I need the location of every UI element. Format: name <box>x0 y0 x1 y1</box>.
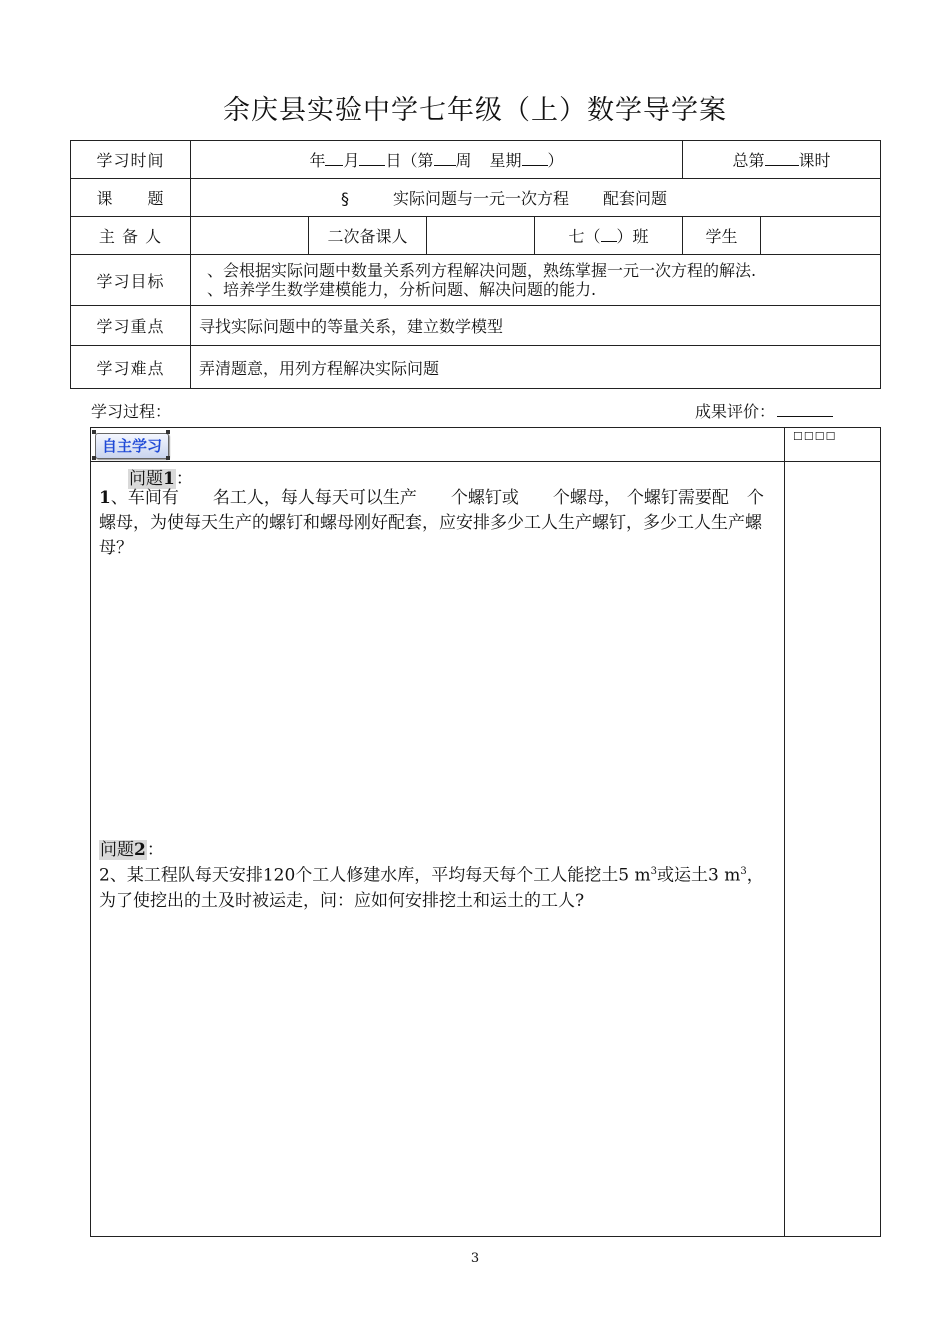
total-lesson-field: 总第 课时 <box>683 141 881 179</box>
focus-label: 学习重点 <box>71 306 191 346</box>
date-field: 年 月 日（第 周 星期 ） <box>191 141 683 179</box>
second-preparer-value <box>427 217 535 255</box>
host-label: 主 备 人 <box>71 217 191 255</box>
section-symbol: § <box>341 189 349 208</box>
badge-handle <box>166 456 170 460</box>
host-value <box>191 217 309 255</box>
difficulty-label: 学习难点 <box>71 346 191 389</box>
goal-item: 、会根据实际问题中数量关系列方程解决问题，熟练掌握一元一次方程的解法. <box>207 261 757 280</box>
badge-handle <box>92 456 96 460</box>
difficulty-text: 弄清题意，用列方程解决实际问题 <box>191 346 881 389</box>
evaluation-label: 成果评价： <box>695 404 776 421</box>
goal-text <box>191 255 881 306</box>
lesson-info-table <box>70 140 881 389</box>
notes-column-divider <box>784 427 785 1236</box>
badge-handle <box>166 430 170 434</box>
problem-1-heading: 问题1： <box>129 469 193 489</box>
goal-item: 、培养学生数学建模能力，分析问题、解决问题的能力. <box>207 280 597 299</box>
goal-label: 学习目标 <box>71 255 191 306</box>
topic-label: 课 题 <box>71 179 191 217</box>
class-field: 七（ ）班 <box>535 217 683 255</box>
page-title: 余庆县实验中学七年级（上）数学导学案 <box>223 95 727 126</box>
page-number: 3 <box>470 1251 480 1266</box>
header-row-divider <box>90 461 880 462</box>
evaluation-blank <box>777 400 833 417</box>
self-study-badge: 自主学习 <box>95 433 169 459</box>
problem-2-text: 2、某工程队每天安排120个工人修建水库，平均每天每个工人能挖土5 $m^3$或运土3 $m^3$，为了使挖出的土及时被运走，问：应如何安排挖土和运土的工人? <box>99 865 764 911</box>
student-value <box>761 217 881 255</box>
focus-text: 寻找实际问题中的等量关系，建立数学模型 <box>191 306 881 346</box>
second-preparer-label: 二次备课人 <box>309 217 427 255</box>
topic-value: § 实际问题与一元一次方程 配套问题 <box>191 179 881 217</box>
problem-1-text: 1、车间有 名工人，每人每天可以生产 个螺钉或 个螺母， 个螺钉需要配 个螺母，为使每天生产的螺钉和螺母刚好配套，应安排多少工人生产螺钉，多少工人生产螺母？ <box>99 488 764 558</box>
notes-header: ☐☐☐☐ <box>793 430 837 443</box>
time-label: 学习时间 <box>71 141 191 179</box>
process-label: 学习过程： <box>91 404 172 421</box>
problem-2-heading: 问题2： <box>100 840 164 860</box>
badge-handle <box>92 430 96 434</box>
evaluation-field <box>695 399 833 422</box>
student-label: 学生 <box>683 217 761 255</box>
